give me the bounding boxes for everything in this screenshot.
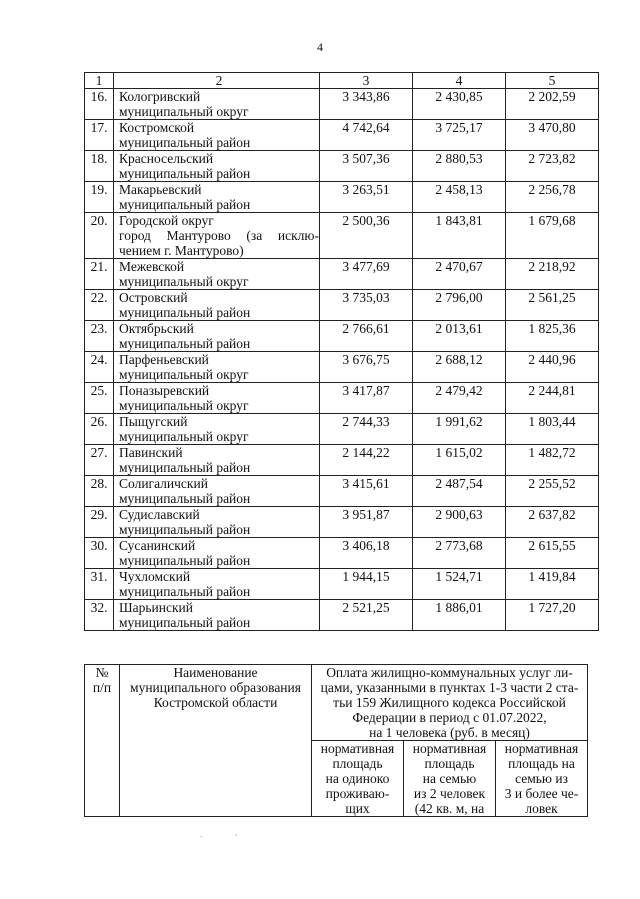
- column-number-cell: 1: [85, 73, 114, 89]
- row-number: 27.: [85, 445, 114, 476]
- payment-value-c5: 3 470,80: [506, 120, 599, 151]
- text-line: Шарьинский: [119, 600, 193, 615]
- payment-value-c5: 2 256,78: [506, 182, 599, 213]
- payment-value-c5: 2 218,92: [506, 259, 599, 290]
- payment-value-c4: 2 688,12: [413, 352, 506, 383]
- text-line: щих: [345, 801, 370, 816]
- text-line: муниципальный район: [119, 197, 251, 212]
- payment-value-c3: 3 406,18: [320, 538, 413, 569]
- payment-value-c4: 1 843,81: [413, 213, 506, 259]
- table-row: [85, 290, 599, 321]
- row-number: 24.: [85, 352, 114, 383]
- municipality-name: [114, 290, 320, 321]
- text-line: Федерации в период с 01.07.2022,: [352, 710, 547, 725]
- payment-value-c3: 3 343,86: [320, 89, 413, 120]
- text-line: город Мантурово (за исклю-: [119, 228, 319, 243]
- text-line: Солигаличский: [119, 476, 208, 491]
- column-number-cell: 2: [114, 73, 320, 89]
- col-number-header: [85, 665, 120, 817]
- text-line: Межевской: [119, 259, 185, 274]
- payment-value-c3: 3 951,87: [320, 507, 413, 538]
- text-line: Наименование: [173, 665, 258, 680]
- municipality-name: [114, 182, 320, 213]
- payment-value-c3: 3 415,61: [320, 476, 413, 507]
- payment-value-c3: 3 417,87: [320, 383, 413, 414]
- tariff-table-continued: [84, 72, 599, 631]
- column-number-cell: 5: [506, 73, 599, 89]
- payment-value-c5: 1 803,44: [506, 414, 599, 445]
- text-line: муниципальный район: [119, 135, 251, 150]
- payment-value-c5: 2 255,52: [506, 476, 599, 507]
- table-row: [85, 476, 599, 507]
- text-line: Октябрьский: [119, 321, 194, 336]
- tariff-table-header-repeat: [84, 664, 588, 817]
- row-number: 32.: [85, 600, 114, 631]
- text-line: Поназыревский: [119, 383, 210, 398]
- text-line: Костромской: [119, 120, 195, 135]
- text-line: на одиноко: [325, 771, 390, 786]
- payment-value-c4: 2 430,85: [413, 89, 506, 120]
- payment-value-c3: 3 676,75: [320, 352, 413, 383]
- text-line: муниципальный округ: [119, 398, 249, 413]
- text-line: Городской округ: [119, 213, 214, 228]
- text-line: муниципальный район: [119, 305, 251, 320]
- col-name-header: [120, 665, 312, 817]
- payment-value-c3: 3 477,69: [320, 259, 413, 290]
- municipality-name: [114, 538, 320, 569]
- scan-mark: . ⸳: [200, 829, 238, 840]
- text-line: Чухломский: [119, 569, 191, 584]
- payment-value-c5: 2 561,25: [506, 290, 599, 321]
- payment-value-c4: 1 991,62: [413, 414, 506, 445]
- payment-value-c3: 2 766,61: [320, 321, 413, 352]
- text-line: 3 и более че-: [504, 786, 579, 801]
- payment-value-c3: 3 507,36: [320, 151, 413, 182]
- municipality-name: [114, 476, 320, 507]
- municipality-name: [114, 321, 320, 352]
- table-row: [85, 445, 599, 476]
- payment-value-c4: 2 479,42: [413, 383, 506, 414]
- text-line: муниципального образования: [130, 680, 301, 695]
- table-row: [85, 213, 599, 259]
- text-line: муниципальный район: [119, 166, 251, 181]
- text-line: на семью: [422, 771, 477, 786]
- table-row: [85, 383, 599, 414]
- payment-value-c5: 2 440,96: [506, 352, 599, 383]
- table-row: [85, 414, 599, 445]
- text-line: Пыщугский: [119, 414, 188, 429]
- payment-value-c5: 2 202,59: [506, 89, 599, 120]
- payment-value-c3: 2 500,36: [320, 213, 413, 259]
- payment-value-c5: 2 637,82: [506, 507, 599, 538]
- row-number: 22.: [85, 290, 114, 321]
- text-line: муниципальный район: [119, 584, 251, 599]
- text-line: Судиславский: [119, 507, 200, 522]
- text-line: площадь: [424, 756, 475, 771]
- payment-value-c5: 1 727,20: [506, 600, 599, 631]
- payment-value-c5: 1 825,36: [506, 321, 599, 352]
- municipality-name: [114, 445, 320, 476]
- table-row: [85, 151, 599, 182]
- table-row: [85, 120, 599, 151]
- page-number: 4: [317, 40, 323, 54]
- municipality-name: [114, 600, 320, 631]
- payment-value-c3: 4 742,64: [320, 120, 413, 151]
- payment-value-c4: 2 880,53: [413, 151, 506, 182]
- row-number: 19.: [85, 182, 114, 213]
- text-line: ловек: [525, 801, 558, 816]
- text-line: муниципальный округ: [119, 367, 249, 382]
- municipality-name: [114, 383, 320, 414]
- table-row: [85, 600, 599, 631]
- payment-value-c5: 2 244,81: [506, 383, 599, 414]
- text-line: Костромской области: [153, 695, 278, 710]
- row-number: 17.: [85, 120, 114, 151]
- text-line: муниципальный район: [119, 553, 251, 568]
- table-row: [85, 569, 599, 600]
- text-line: нормативная: [320, 741, 395, 756]
- payment-value-c4: 2 900,63: [413, 507, 506, 538]
- payment-value-c4: 2 487,54: [413, 476, 506, 507]
- payment-value-c3: 2 744,33: [320, 414, 413, 445]
- text-line: муниципальный район: [119, 336, 251, 351]
- column-number-cell: 4: [413, 73, 506, 89]
- text-line: п/п: [92, 680, 112, 695]
- text-line: Островский: [119, 290, 188, 305]
- municipality-name: [114, 151, 320, 182]
- text-line: Оплата жилищно-коммунальных услуг ли-: [326, 665, 573, 680]
- payment-value-c4: 2 458,13: [413, 182, 506, 213]
- municipality-name: [114, 414, 320, 445]
- row-number: 31.: [85, 569, 114, 600]
- row-number: 23.: [85, 321, 114, 352]
- municipality-name: [114, 569, 320, 600]
- row-number: 16.: [85, 89, 114, 120]
- payment-value-c4: 3 725,17: [413, 120, 506, 151]
- row-number: 29.: [85, 507, 114, 538]
- text-line: Парфеньевский: [119, 352, 209, 367]
- text-line: муниципальный район: [119, 491, 251, 506]
- municipality-name: [114, 507, 320, 538]
- text-line: чением г. Мантурово): [119, 243, 244, 258]
- text-line: на 1 человека (руб. в месяц): [369, 725, 530, 740]
- payment-value-c3: 1 944,15: [320, 569, 413, 600]
- text-line: муниципальный район: [119, 522, 251, 537]
- text-line: площадь на: [508, 756, 575, 771]
- text-line: цами, указанными в пунктах 1-3 части 2 ста-: [320, 680, 579, 695]
- text-line: муниципальный округ: [119, 429, 249, 444]
- text-line: муниципальный округ: [119, 104, 249, 119]
- text-line: проживаю-: [325, 786, 390, 801]
- payment-value-c4: 1 886,01: [413, 600, 506, 631]
- row-number: 28.: [85, 476, 114, 507]
- text-line: Красносельский: [119, 151, 214, 166]
- row-number: 30.: [85, 538, 114, 569]
- table-row: [85, 89, 599, 120]
- payment-value-c4: 2 773,68: [413, 538, 506, 569]
- municipality-name: [114, 213, 320, 259]
- text-line: семью из: [515, 771, 568, 786]
- payment-value-c5: 1 679,68: [506, 213, 599, 259]
- municipality-name: [114, 120, 320, 151]
- table-row: [85, 538, 599, 569]
- payment-value-c5: 2 615,55: [506, 538, 599, 569]
- payment-value-c3: 3 263,51: [320, 182, 413, 213]
- payment-value-c3: 3 735,03: [320, 290, 413, 321]
- column-numbers-row: [85, 73, 599, 89]
- payment-value-c4: 2 796,00: [413, 290, 506, 321]
- payment-value-c5: 2 723,82: [506, 151, 599, 182]
- table-row: [85, 352, 599, 383]
- text-line: Сусанинский: [119, 538, 196, 553]
- text-line: №: [95, 665, 109, 680]
- row-number: 20.: [85, 213, 114, 259]
- row-number: 26.: [85, 414, 114, 445]
- col-two-persons-header: [404, 741, 496, 817]
- text-line: муниципальный округ: [119, 274, 249, 289]
- col-single-header: [312, 741, 404, 817]
- payment-value-c4: 2 013,61: [413, 321, 506, 352]
- municipality-name: [114, 259, 320, 290]
- table-row: [85, 507, 599, 538]
- payment-value-c4: 1 615,02: [413, 445, 506, 476]
- payment-value-c5: 1 419,84: [506, 569, 599, 600]
- row-number: 18.: [85, 151, 114, 182]
- table-row: [85, 321, 599, 352]
- text-line: (42 кв. м, на: [414, 801, 485, 816]
- column-number-cell: 3: [320, 73, 413, 89]
- table-row: [85, 259, 599, 290]
- text-line: тьи 159 Жилищного кодекса Российской: [333, 695, 566, 710]
- text-line: из 2 человек: [413, 786, 486, 801]
- payment-value-c4: 2 470,67: [413, 259, 506, 290]
- text-line: нормативная: [504, 741, 579, 756]
- col-three-plus-header: [496, 741, 588, 817]
- payment-value-c5: 1 482,72: [506, 445, 599, 476]
- municipality-name: [114, 352, 320, 383]
- text-line: Кологривский: [119, 89, 201, 104]
- municipality-name: [114, 89, 320, 120]
- payment-value-c4: 1 524,71: [413, 569, 506, 600]
- text-line: муниципальный район: [119, 460, 251, 475]
- payment-value-c3: 2 521,25: [320, 600, 413, 631]
- text-line: муниципальный район: [119, 615, 251, 630]
- col-payment-group-header: [312, 665, 588, 741]
- row-number: 25.: [85, 383, 114, 414]
- payment-value-c3: 2 144,22: [320, 445, 413, 476]
- row-number: 21.: [85, 259, 114, 290]
- text-line: площадь: [332, 756, 383, 771]
- text-line: нормативная: [412, 741, 487, 756]
- text-line: Павинский: [119, 445, 183, 460]
- table-row: [85, 182, 599, 213]
- text-line: Макарьевский: [119, 182, 202, 197]
